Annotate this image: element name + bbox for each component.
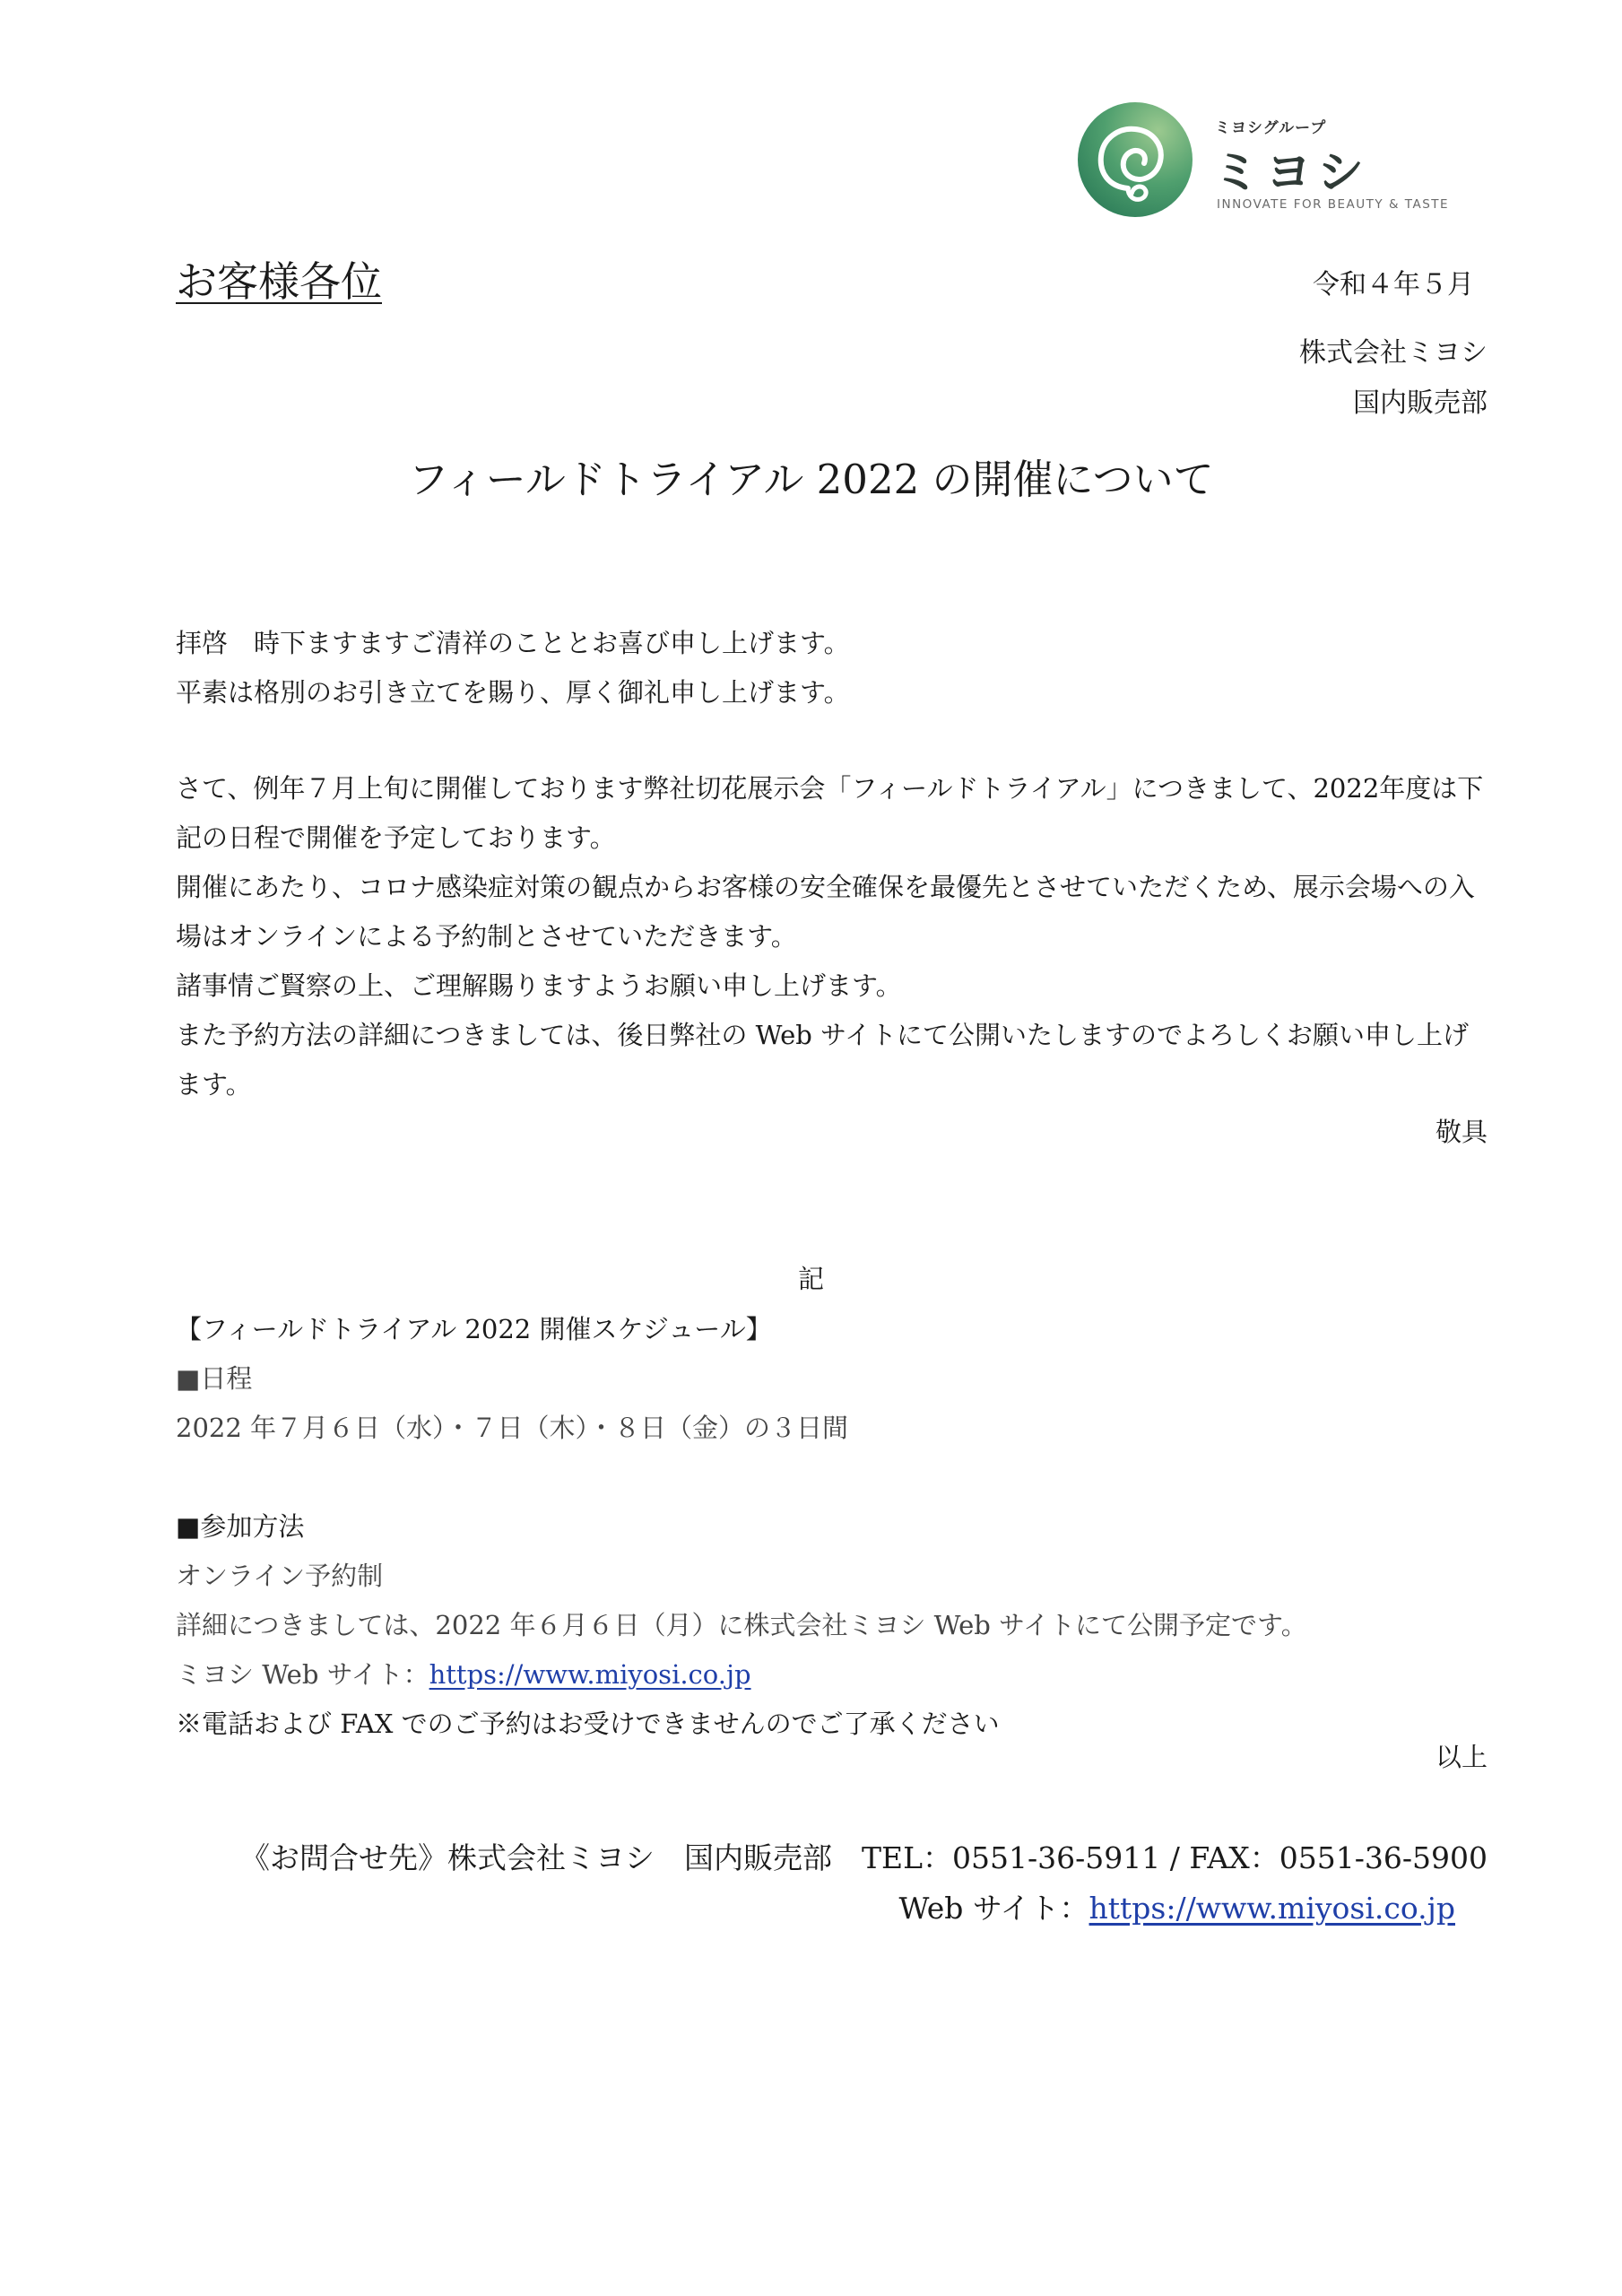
logo-group-label: ミヨシグループ xyxy=(1215,119,1327,137)
greeting-block xyxy=(176,619,1489,718)
logo-name: ミヨシ xyxy=(1213,146,1370,200)
body-paragraph: さて、例年７月上旬に開催しております弊社切花展示会「フィールドトライアル」につきまして、2022年度は下記の日程で開催を予定しております。 xyxy=(176,773,1484,853)
greeting-line: 平素は格別のお引き立てを賜り、厚く御礼申し上げます。 xyxy=(176,677,850,708)
method-label: ■参加方法 xyxy=(176,1511,305,1542)
salutation: お客様各位 xyxy=(176,257,382,306)
website-line xyxy=(176,1650,1489,1700)
website-label: ミヨシ Web サイト： xyxy=(176,1659,429,1690)
contact-web-line xyxy=(898,1885,1455,1927)
issue-date: 令和４年５月 xyxy=(1313,269,1474,300)
body-paragraph: また予約方法の詳細につきましては、後日弊社の Web サイトにて公開いたしますのでよろしくお願い申し上げます。 xyxy=(176,1020,1469,1100)
dates-label: ■日程 xyxy=(176,1363,253,1394)
company-logo xyxy=(1076,100,1479,222)
closing-phrase: 敬具 xyxy=(1435,1117,1488,1147)
greeting-line: 拝啓 時下ますますご清祥のこととお喜び申し上げます。 xyxy=(176,628,850,658)
spacer xyxy=(176,1453,1489,1502)
body-paragraphs xyxy=(176,764,1489,1109)
contact-web-label: Web サイト： xyxy=(898,1891,1089,1926)
phone-note: ※電話および FAX でのご予約はお受けできませんのでご了承ください xyxy=(176,1709,1000,1739)
sender-department: 国内販売部 xyxy=(1353,387,1488,419)
contact-line: 《お問合せ先》株式会社ミヨシ 国内販売部 TEL：0551-36-5911 / FAX：0551-36-5900 xyxy=(240,1840,1488,1875)
method-value: オンライン予約制 xyxy=(176,1561,384,1591)
document-title: フィールドトライアル 2022 の開催について xyxy=(408,456,1214,503)
details-line: 詳細につきましては、2022 年６月６日（月）に株式会社ミヨシ Web サイトにて公開予定です。 xyxy=(176,1610,1307,1640)
website-link[interactable]: https://www.miyosi.co.jp xyxy=(429,1659,751,1690)
contact-web-link[interactable]: https://www.miyosi.co.jp xyxy=(1089,1891,1455,1926)
body-paragraph: 開催にあたり、コロナ感染症対策の観点からお客様の安全確保を最優先とさせていただくため、展示会場への入場はオンラインによる予約制とさせていただきます。 xyxy=(176,872,1475,952)
sender-company: 株式会社ミヨシ xyxy=(1299,337,1488,369)
logo-tagline: INNOVATE FOR BEAUTY & TASTE xyxy=(1217,197,1450,212)
miyoshi-logo-icon xyxy=(1076,100,1194,219)
end-mark: 以上 xyxy=(1435,1742,1488,1772)
schedule-block xyxy=(176,1305,1489,1749)
dates-value: 2022 年７月６日（水）・７日（木）・８日（金）の３日間 xyxy=(176,1413,849,1443)
notice-heading: 記 xyxy=(797,1264,824,1294)
body-paragraph: 諸事情ご賢察の上、ご理解賜りますようお願い申し上げます。 xyxy=(176,970,902,1001)
schedule-heading: 【フィールドトライアル 2022 開催スケジュール】 xyxy=(176,1314,772,1344)
